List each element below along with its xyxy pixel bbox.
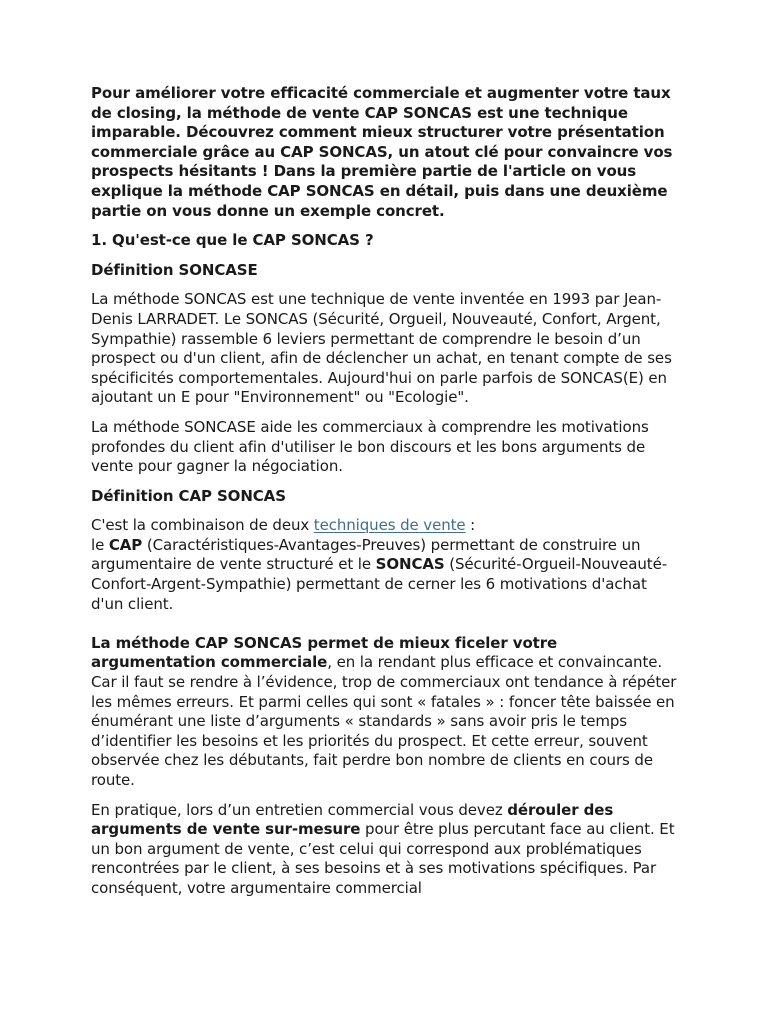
pratique-rest: pour être plus percutant face au client. Et un bon argument de vente, c’est celui qui correspond aux problématiques rencontrées par le client, à ses besoins et à ses motivations spécifiques. Par conséquent, votre argumentaire commercial bbox=[91, 820, 675, 897]
soncase-paragraph-2: La méthode SONCASE aide les commerciaux à comprendre les motivations profondes du client afin d'utiliser le bon discours et les bons arguments de vente pour gagner la négociation. bbox=[91, 417, 649, 476]
section-title: 1. Qu'est-ce que le CAP SONCAS ? bbox=[91, 231, 374, 250]
subsection-title-cap-soncas: Définition CAP SONCAS bbox=[91, 486, 286, 505]
pratique-paragraph bbox=[91, 801, 681, 899]
cap-soncas-paragraph bbox=[91, 516, 681, 614]
pratique-bold: dérouler des arguments de vente sur-mesure bbox=[91, 800, 614, 839]
cap-line2-pre: le bbox=[91, 535, 109, 554]
soncase-paragraph-1: La méthode SONCAS est une technique de vente inventée en 1993 par Jean-Denis LARRADET. Le SONCAS (Sécurité, Orgueil, Nouveauté, Confort, Argent, Sympathie) rassemble 6 leviers permettant de comprendre le besoin d’un prospect ou d'un client, afin de déclencher un achat, en tenant compte de ses spécificités comportementales. Aujourd'hui on parle parfois de SONCAS(E) en ajoutant un E pour "Environnement" ou "Ecologie". bbox=[91, 290, 672, 407]
cap-description: (Caractéristiques-Avantages-Preuves) permettant de construire un argumentaire de vente structuré et le bbox=[91, 535, 641, 574]
techniques-de-vente-link[interactable]: techniques de vente bbox=[313, 516, 466, 535]
subsection-title-soncase: Définition SONCASE bbox=[91, 260, 258, 279]
intro-paragraph: Pour améliorer votre efficacité commerciale et augmenter votre taux de closing, la méthode de vente CAP SONCAS est une technique imparable. Découvrez comment mieux structurer votre présentation commerciale grâce au CAP SONCAS, un atout clé pour convaincre vos prospects hésitants ! Dans la première partie de l'article on vous explique la méthode CAP SONCAS en détail, puis dans une deuxième partie on vous donne un exemple concret. bbox=[91, 84, 673, 220]
pratique-pre: En pratique, lors d’un entretien commercial vous devez bbox=[91, 800, 508, 819]
soncas-description: (Sécurité-Orgueil-Nouveauté-Confort-Argent-Sympathie) permettant de cerner les 6 motivations d'achat d'un client. bbox=[91, 555, 668, 613]
document-page bbox=[91, 84, 681, 909]
soncas-term: SONCAS bbox=[375, 555, 445, 574]
methode-bold: La méthode CAP SONCAS permet de mieux ficeler votre argumentation commerciale bbox=[91, 633, 558, 672]
cap-term: CAP bbox=[108, 535, 143, 554]
blank-line bbox=[91, 614, 681, 634]
cap-intro-text: C'est la combinaison de deux bbox=[91, 516, 314, 535]
cap-colon: : bbox=[465, 516, 476, 535]
methode-paragraph bbox=[91, 634, 681, 791]
methode-rest: , en la rendant plus efficace et convaincante. Car il faut se rendre à l’évidence, trop de commerciaux ont tendance à répéter les mêmes erreurs. Et parmi celles qui sont « fatales » : foncer tête baissée en énumérant une liste d’arguments « standards » sans avoir pris le temps d’identifier les besoins et les priorités du prospect. Et cette erreur, souvent observée chez les débutants, fait perdre bon nombre de clients en cours de route. bbox=[91, 653, 677, 789]
